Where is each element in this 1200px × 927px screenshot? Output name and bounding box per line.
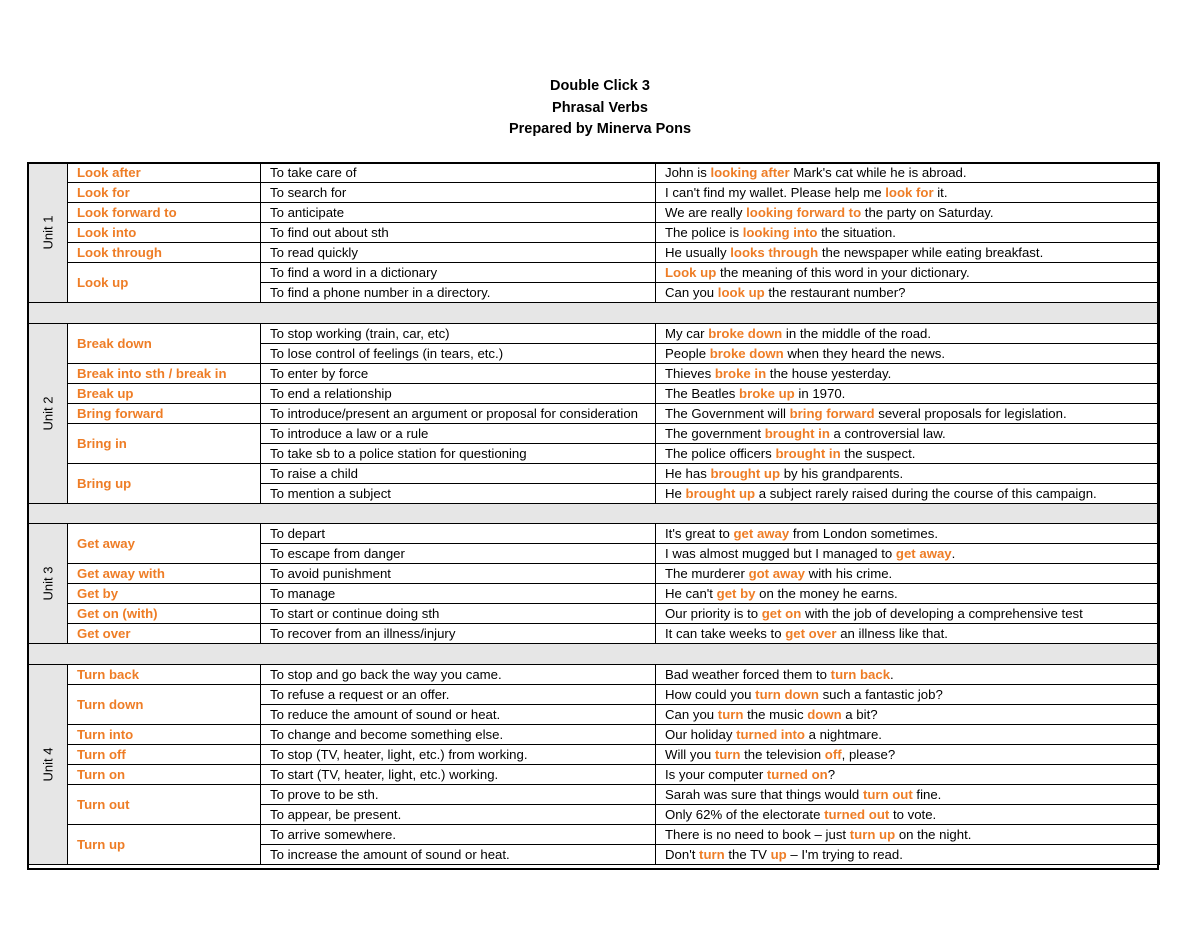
table-row [28, 463, 1160, 483]
example-text: an illness like that. [836, 626, 948, 642]
unit-separator [28, 303, 1160, 324]
definition: To find a phone number in a directory. [261, 283, 656, 303]
example-sentence [656, 844, 1160, 864]
unit-label-cell [28, 163, 68, 303]
example-text: John is [665, 165, 711, 180]
phrasal-verb: Turn down [68, 684, 261, 724]
phrasal-verb: Break into sth / break in [68, 363, 261, 383]
example-text: on the money he earns. [755, 586, 898, 602]
phrasal-verb: Get away [68, 524, 261, 564]
example-text: ? [827, 766, 836, 782]
example-text: Bad weather forced them to [665, 666, 831, 682]
table-row [28, 604, 1160, 624]
example-highlight: looking forward to [746, 205, 862, 220]
example-sentence [656, 343, 1160, 363]
example-highlight: got away [748, 566, 805, 582]
phrasal-verbs-table [27, 162, 1160, 865]
example-highlight: turn [717, 706, 744, 722]
phrasal-verb: Bring in [68, 423, 261, 463]
table-row [28, 564, 1160, 584]
example-sentence [656, 263, 1160, 283]
table-row [28, 403, 1160, 423]
phrasal-verb: Bring forward [68, 403, 261, 423]
table-body [28, 163, 1160, 865]
unit-label: Unit 3 [40, 566, 55, 601]
example-highlight: broke down [708, 325, 783, 341]
example-text: Our priority is to [665, 606, 762, 622]
example-text: He [665, 485, 686, 501]
example-text: Sarah was sure that things would [665, 786, 863, 802]
example-highlight: turn down [755, 686, 819, 702]
example-text: the suspect. [840, 445, 916, 461]
example-text: Thieves [665, 365, 715, 381]
example-sentence [656, 684, 1160, 704]
definition: To lose control of feelings (in tears, etc.) [261, 343, 656, 363]
example-highlight: down [807, 706, 842, 722]
unit-label: Unit 1 [40, 215, 55, 250]
table-row [28, 684, 1160, 704]
example-text: the house yesterday. [766, 365, 892, 381]
example-highlight: brought in [775, 445, 841, 461]
table-row [28, 383, 1160, 403]
example-text: The police is [665, 225, 743, 240]
example-sentence [656, 764, 1160, 784]
definition: To manage [261, 584, 656, 604]
example-highlight: turn out [862, 786, 913, 802]
unit-label-cell [28, 323, 68, 503]
example-text: with the job of developing a comprehensive test [801, 606, 1083, 622]
example-text: . [890, 666, 894, 682]
definition: To increase the amount of sound or heat. [261, 844, 656, 864]
definition: To stop and go back the way you came. [261, 664, 656, 684]
definition: To stop (TV, heater, light, etc.) from working. [261, 744, 656, 764]
example-text: The government [665, 425, 765, 441]
definition: To introduce/present an argument or proposal for consideration [261, 403, 656, 423]
example-highlight: turn back [830, 666, 891, 682]
example-text: Can you [665, 285, 718, 300]
example-sentence [656, 784, 1160, 804]
example-text: Only 62% of the electorate [665, 806, 825, 822]
example-text: a controversial law. [829, 425, 946, 441]
example-highlight: turned on [766, 766, 828, 782]
table-row [28, 584, 1160, 604]
example-text: , please? [841, 746, 896, 762]
example-sentence [656, 243, 1160, 263]
example-text: when they heard the news. [783, 345, 946, 361]
example-text: Can you [665, 706, 718, 722]
definition: To arrive somewhere. [261, 824, 656, 844]
example-text: There is no need to book – just [665, 826, 850, 842]
definition: To find out about sth [261, 223, 656, 243]
table-row [28, 183, 1160, 203]
example-text: The Beatles [665, 385, 740, 401]
example-sentence [656, 443, 1160, 463]
example-highlight: brought up [685, 485, 756, 501]
example-text: He usually [665, 245, 731, 260]
definition: To reduce the amount of sound or heat. [261, 704, 656, 724]
example-highlight: looking after [710, 165, 790, 180]
definition: To read quickly [261, 243, 656, 263]
example-text: by his grandparents. [780, 465, 904, 481]
example-sentence [656, 223, 1160, 243]
phrasal-verb: Break down [68, 323, 261, 363]
example-text: such a fantastic job? [818, 686, 943, 702]
example-sentence [656, 664, 1160, 684]
example-sentence [656, 383, 1160, 403]
example-highlight: brought in [764, 425, 830, 441]
example-text: the newspaper while eating breakfast. [818, 245, 1044, 260]
example-highlight: brought up [710, 465, 781, 481]
example-text: . [951, 546, 956, 562]
phrasal-verb: Break up [68, 383, 261, 403]
definition: To find a word in a dictionary [261, 263, 656, 283]
phrasal-verb: Look after [68, 163, 261, 183]
table-row [28, 203, 1160, 223]
example-text: My car [665, 325, 709, 341]
unit-label: Unit 2 [40, 396, 55, 431]
phrasal-verb: Look up [68, 263, 261, 303]
example-text: the situation. [817, 225, 896, 240]
example-text: in 1970. [794, 385, 846, 401]
definition: To escape from danger [261, 544, 656, 564]
example-highlight: turned into [736, 726, 805, 742]
example-text: Don't [665, 846, 700, 862]
phrasal-verb: Get on (with) [68, 604, 261, 624]
definition: To introduce a law or a rule [261, 423, 656, 443]
example-text: in the middle of the road. [782, 325, 932, 341]
example-highlight: looking into [742, 225, 818, 240]
definition: To prove to be sth. [261, 784, 656, 804]
definition: To appear, be present. [261, 804, 656, 824]
unit-label-cell [28, 524, 68, 644]
example-text: the television [740, 746, 825, 762]
definition: To mention a subject [261, 483, 656, 503]
example-sentence [656, 163, 1160, 183]
unit-separator [28, 644, 1160, 665]
unit-label: Unit 4 [40, 747, 55, 782]
table-row [28, 524, 1160, 544]
definition: To start (TV, heater, light, etc.) working. [261, 764, 656, 784]
table-row [28, 724, 1160, 744]
phrasal-verb: Turn back [68, 664, 261, 684]
phrasal-verb: Look for [68, 183, 261, 203]
title-line-1: Double Click 3 [550, 78, 650, 94]
example-highlight: off [824, 746, 842, 762]
example-highlight: get away [895, 546, 952, 562]
example-sentence [656, 524, 1160, 544]
example-highlight: turn [714, 746, 741, 762]
example-sentence [656, 544, 1160, 564]
definition: To change and become something else. [261, 724, 656, 744]
definition: To avoid punishment [261, 564, 656, 584]
definition: To take care of [261, 163, 656, 183]
table-row [28, 223, 1160, 243]
example-highlight: Look up [665, 265, 717, 280]
example-sentence [656, 183, 1160, 203]
example-text: fine. [912, 786, 942, 802]
example-text: Our holiday [665, 726, 737, 742]
title-line-2: Phrasal Verbs [552, 99, 648, 116]
example-sentence [656, 704, 1160, 724]
example-text: the meaning of this word in your dictionary. [716, 265, 970, 280]
example-text: The murderer [665, 566, 749, 582]
example-text: the restaurant number? [764, 285, 906, 300]
example-highlight: bring forward [789, 405, 875, 421]
phrasal-verb: Get away with [68, 564, 261, 584]
example-text: He can't [665, 586, 717, 602]
example-text: We are really [665, 205, 747, 220]
example-text: a bit? [841, 706, 878, 722]
table-row [28, 664, 1160, 684]
phrasal-verb: Turn up [68, 824, 261, 864]
example-text: on the night. [895, 826, 972, 842]
example-sentence [656, 423, 1160, 443]
title-line-3: Prepared by Minerva Pons [508, 121, 692, 137]
example-highlight: turn [699, 846, 725, 862]
example-highlight: get over [785, 626, 837, 642]
example-text: the TV [724, 846, 771, 862]
document-title [0, 76, 1200, 141]
example-text: How could you [665, 686, 756, 702]
unit-separator-row [28, 303, 1160, 324]
definition: To depart [261, 524, 656, 544]
example-sentence [656, 604, 1160, 624]
example-highlight: up [770, 846, 787, 862]
example-highlight: get by [716, 586, 756, 602]
table-row [28, 624, 1160, 644]
definition: To stop working (train, car, etc) [261, 323, 656, 343]
definition: To recover from an illness/injury [261, 624, 656, 644]
table-row [28, 243, 1160, 263]
example-text: a subject rarely raised during the course of this campaign. [755, 485, 1097, 501]
table-row [28, 423, 1160, 443]
table-row [28, 163, 1160, 183]
phrasal-verb: Get by [68, 584, 261, 604]
example-highlight: broke up [739, 385, 795, 401]
example-text: Is your computer [665, 766, 767, 782]
example-text: The police officers [665, 445, 776, 461]
example-sentence [656, 463, 1160, 483]
definition: To search for [261, 183, 656, 203]
example-text: The Government will [665, 405, 790, 421]
table-row [28, 263, 1160, 283]
example-text: He has [665, 465, 711, 481]
definition: To anticipate [261, 203, 656, 223]
example-sentence [656, 804, 1160, 824]
example-text: Mark's cat while he is abroad. [789, 165, 967, 180]
unit-label-cell [28, 664, 68, 864]
unit-separator-row [28, 503, 1160, 524]
example-sentence [656, 724, 1160, 744]
definition: To take sb to a police station for questioning [261, 443, 656, 463]
example-sentence [656, 403, 1160, 423]
phrasal-verb: Get over [68, 624, 261, 644]
phrasal-verb: Turn off [68, 744, 261, 764]
phrasal-verb: Bring up [68, 463, 261, 503]
example-highlight: look for [885, 185, 934, 200]
definition: To start or continue doing sth [261, 604, 656, 624]
example-sentence [656, 744, 1160, 764]
example-text: Will you [665, 746, 715, 762]
phrasal-verb: Turn into [68, 724, 261, 744]
table-row [28, 824, 1160, 844]
example-sentence [656, 824, 1160, 844]
example-text: It's great to [665, 526, 734, 542]
example-sentence [656, 323, 1160, 343]
example-highlight: turn up [849, 826, 896, 842]
example-text: with his crime. [805, 566, 893, 582]
example-text: to vote. [889, 806, 937, 822]
example-sentence [656, 624, 1160, 644]
example-text: It can take weeks to [665, 626, 786, 642]
table-row [28, 784, 1160, 804]
example-highlight: turned out [824, 806, 890, 822]
example-text: a nightmare. [804, 726, 882, 742]
example-highlight: looks through [730, 245, 819, 260]
example-text: – I'm trying to read. [786, 846, 903, 862]
definition: To end a relationship [261, 383, 656, 403]
unit-separator-row [28, 644, 1160, 665]
example-sentence [656, 283, 1160, 303]
table-row [28, 363, 1160, 383]
phrasal-verb: Look forward to [68, 203, 261, 223]
example-text: several proposals for legislation. [874, 405, 1067, 421]
example-sentence [656, 584, 1160, 604]
example-text: the party on Saturday. [861, 205, 994, 220]
phrasal-verb: Turn on [68, 764, 261, 784]
example-text: People [665, 345, 710, 361]
example-sentence [656, 564, 1160, 584]
example-sentence [656, 203, 1160, 223]
example-text: it. [933, 185, 948, 200]
example-text: I can't find my wallet. Please help me [665, 185, 886, 200]
example-highlight: get on [761, 606, 802, 622]
example-sentence [656, 483, 1160, 503]
definition: To refuse a request or an offer. [261, 684, 656, 704]
example-highlight: broke in [714, 365, 767, 381]
table-row [28, 764, 1160, 784]
example-highlight: look up [717, 285, 765, 300]
unit-separator [28, 503, 1160, 524]
example-text: the music [743, 706, 808, 722]
definition: To enter by force [261, 363, 656, 383]
example-highlight: get away [733, 526, 790, 542]
phrasal-verb: Look into [68, 223, 261, 243]
example-sentence [656, 363, 1160, 383]
table-row [28, 323, 1160, 343]
definition: To raise a child [261, 463, 656, 483]
table-row [28, 744, 1160, 764]
example-text: I was almost mugged but I managed to [665, 546, 896, 562]
example-highlight: broke down [709, 345, 784, 361]
example-text: from London sometimes. [789, 526, 939, 542]
phrasal-verb: Turn out [68, 784, 261, 824]
phrasal-verb: Look through [68, 243, 261, 263]
